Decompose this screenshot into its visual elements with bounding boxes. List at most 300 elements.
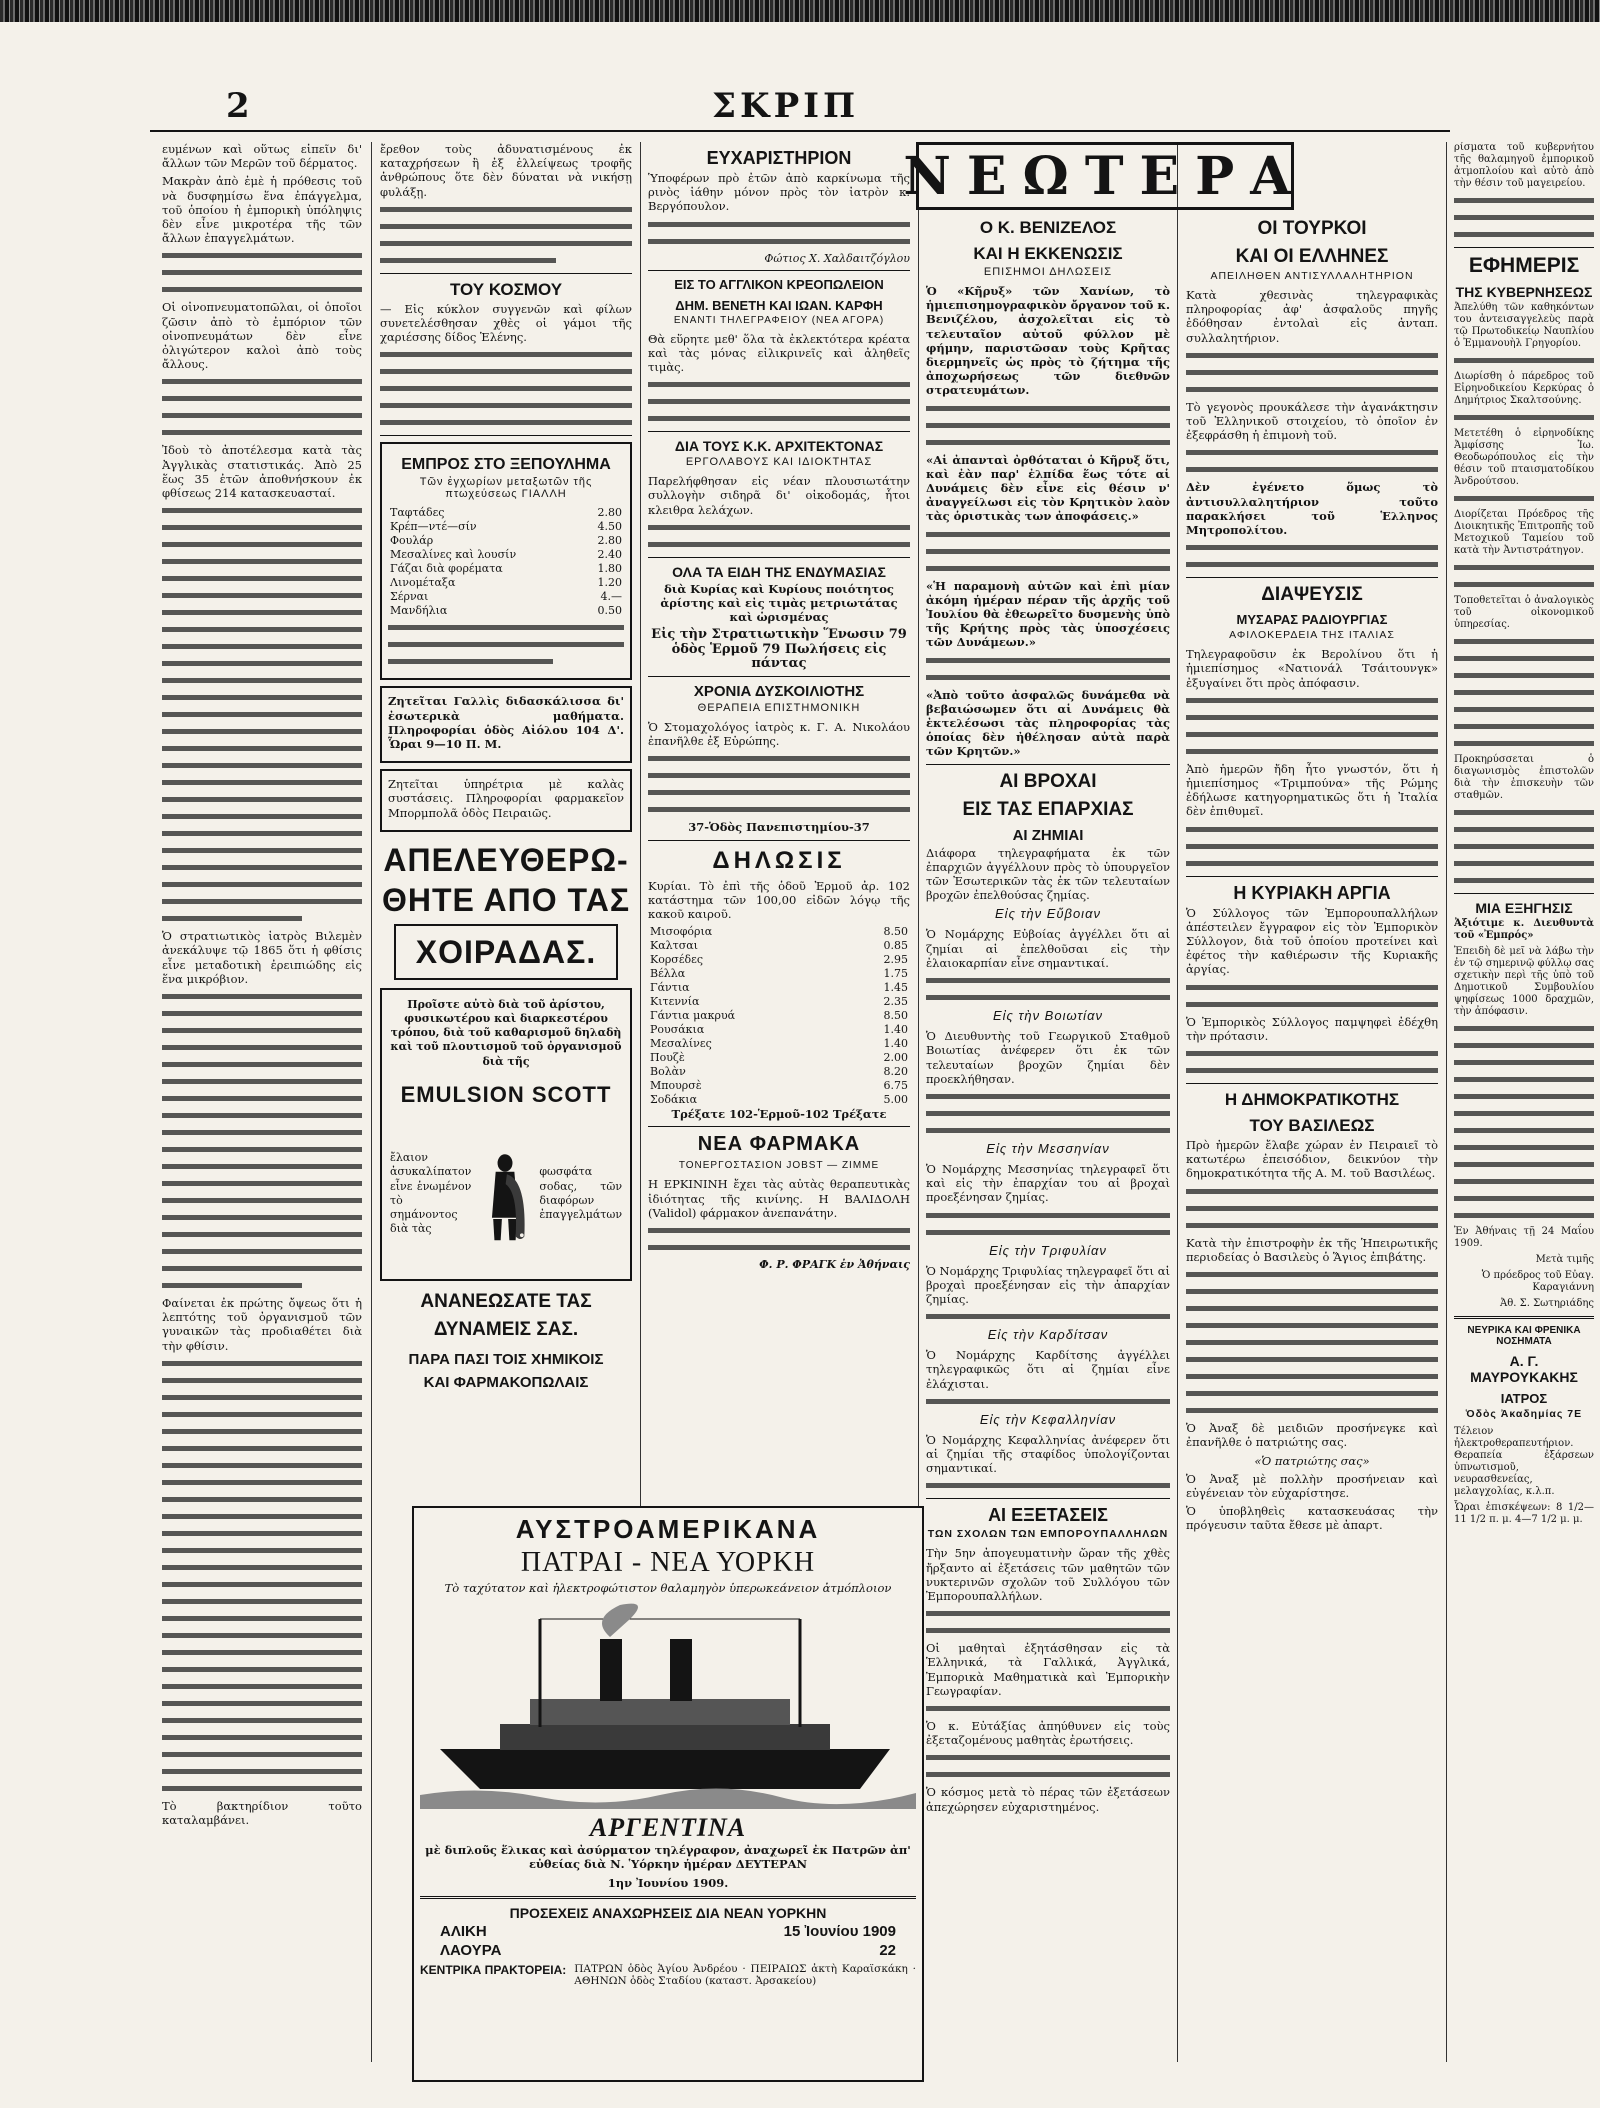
text-lines	[1186, 728, 1438, 742]
text-lines	[648, 395, 910, 409]
article-paragraph: Ὁ Νομάρχης Εὐβοίας ἀγγέλλει ὅτι αἱ ζημίαι αἱ ἐπελθοῦσαι εἰς τὴν ἐλαιοκαρπίαν εἶνε σημαντικαί.	[926, 927, 1170, 970]
text-lines	[1186, 541, 1438, 555]
text-lines	[1186, 558, 1438, 572]
brox-heading: ΑΙ ΒΡΟΧΑΙ	[999, 770, 1097, 792]
text-lines	[1186, 1336, 1438, 1350]
price-row	[648, 1065, 910, 1079]
column-rule	[1177, 142, 1178, 2062]
text-lines	[162, 1160, 362, 1174]
price-item-name: Καλτσαι	[650, 939, 698, 953]
ven-subheading: ΕΠΙΣΗΜΟΙ ΔΗΛΩΣΕΙΣ	[983, 266, 1113, 278]
article-paragraph: Ὁ Ἐμπορικὸς Σύλλογος παμψηφεὶ ἐδέχθη τὴν πρότασιν.	[1186, 1014, 1438, 1043]
text-lines	[1454, 737, 1594, 751]
text-lines	[162, 1007, 362, 1021]
agl-text: Θὰ εὕρητε μεθ' ὅλα τὰ ἐκλεκτότερα κρέατα καὶ τὰς μόνας εἰλικρινεῖς καὶ ἀληθεῖς τιμὰς.	[648, 331, 910, 375]
text-lines	[162, 1143, 362, 1157]
masthead-title: ΣΚΡΙΠ	[712, 86, 860, 126]
ven-heading: Ο Κ. ΒΕΝΙΖΕΛΟΣ	[979, 218, 1117, 237]
agency-label: ΚΕΝΤΡΙΚΑ ΠΡΑΚΤΟΡΕΙΑ:	[420, 1962, 567, 1977]
text-lines	[1454, 686, 1594, 700]
text-lines	[162, 793, 362, 807]
price-row	[648, 1093, 910, 1107]
eyx-text: Ὑποφέρων πρὸ ἐτῶν ἀπὸ καρκίνωμα τῆς ρινὸς ἰάθην μόνον πρὸς τὸν ἰατρὸν κ. Βεργόπουλον.	[648, 171, 910, 214]
xron-subheading: ΘΕΡΑΠΕΙΑ ΕΠΙΣΤΗΜΟΝΙΚΗ	[697, 702, 861, 715]
price-item-name: Ταφτάδες	[390, 506, 445, 520]
austro-description: Τὸ ταχύτατον καὶ ἠλεκτροφώτιστον θαλαμηγὸν ὑπερωκεάνειον ἀτμόπλοιον	[444, 1581, 892, 1595]
text-lines	[1454, 492, 1594, 506]
text-lines	[926, 1395, 1170, 1409]
text-lines	[162, 1731, 362, 1745]
text-lines	[162, 1177, 362, 1191]
ven-heading: ΚΑΙ Η ΕΚΚΕΝΩΣΙΣ	[973, 244, 1123, 263]
text-lines	[1186, 694, 1438, 708]
section-rule	[648, 676, 910, 677]
price-item-name: Κιτεννία	[650, 995, 700, 1009]
ad-rule	[420, 1896, 916, 1899]
text-lines	[1186, 1387, 1438, 1401]
text-lines	[648, 412, 910, 426]
emporos-subheading: Τῶν ἐγχωρίων μεταξωτῶν τῆς πτωχεύσεως ΓΙΑΛΛΗ	[419, 476, 593, 501]
article-paragraph: Ὁ Νομάρχης Καρδίτσης ἀγγέλλει τηλεγραφικῶς ὅτι αἱ ζημίαι εἶνε ἐλάχισται.	[926, 1348, 1170, 1391]
text-lines	[1454, 1124, 1594, 1138]
text-lines	[162, 1357, 362, 1371]
article-paragraph: Ὁ Ἀναξ μὲ πολλὴν προσήνειαν καὶ εὐγένειαν τὸν εὐχαρίστησε.	[1186, 1471, 1438, 1500]
article-paragraph: Προκηρύσσεται ὁ διαγωνισμὸς ἐπιστολῶν διὰ τὴν ἐπισκευὴν τῶν σταθμῶν.	[1454, 754, 1594, 801]
text-lines	[1454, 578, 1594, 592]
price-item-name: Κρέπ—ντέ—σίν	[390, 520, 477, 534]
emulsion-intro: Προῖστε αὐτὸ διὰ τοῦ ἀρίστου, φυσικωτέρου καὶ διαρκεστέρου τρόπου, διὰ τοῦ καθαρισμοῦ δηλαδὴ καὶ τοῦ πλουτισμοῦ τοῦ ὀργανισμοῦ διὰ τῆς	[390, 997, 622, 1068]
dil-heading: ΔΗΛΩΣΙΣ	[712, 846, 846, 874]
article-paragraph: Τοποθετεῖται ὁ ἀναλογικὸς τοῦ οἰκονομικοῦ ὑπηρεσίας.	[1454, 595, 1594, 630]
price-item-name: Σέρναι	[390, 590, 429, 604]
text-lines	[162, 1697, 362, 1711]
text-lines	[648, 378, 910, 392]
text-lines	[162, 1374, 362, 1388]
text-lines	[1186, 1285, 1438, 1299]
text-lines	[380, 416, 632, 430]
arx-heading: ΔΙΑ ΤΟΥΣ Κ.Κ. ΑΡΧΙΤΕΚΤΟΝΑΣ	[674, 438, 884, 455]
price-item-name: Γάζαι διὰ φορέματα	[390, 562, 503, 576]
text-lines	[388, 638, 624, 652]
diap-heading: ΔΙΑΨΕΥΣΙΣ	[1261, 584, 1363, 606]
departure-date: 22	[879, 1941, 896, 1959]
price-item-value: 6.75	[883, 1079, 908, 1093]
section-rule	[648, 840, 910, 841]
text-lines	[388, 655, 553, 669]
text-lines	[1186, 857, 1438, 871]
efim-heading: ΕΦΗΜΕΡΙΣ	[1468, 254, 1580, 277]
article-paragraph: Κατὰ τὴν ἐπιστροφὴν ἐκ τῆς Ἡπειρωτικῆς περιοδείας ὁ Βασιλεὺς ὁ Ἅγιος ἐπιβάτης.	[1186, 1235, 1438, 1264]
article-paragraph: Ὁ κόσμος μετὰ τὸ πέρας τῶν ἐξετάσεων ἀπεχώρησεν εὐχαριστημένος.	[926, 1785, 1170, 1814]
text-lines	[162, 572, 362, 586]
text-lines	[1454, 720, 1594, 734]
article-paragraph: Διορίζεται Πρόεδρος τῆς Διοικητικῆς Ἐπιτροπῆς τοῦ Μετοχικοῦ Ταμείου τοῦ κατὰ τὴν Ἀντιστράτηγον.	[1454, 509, 1594, 556]
text-lines	[162, 1595, 362, 1609]
price-item-value: 2.35	[883, 995, 908, 1009]
ejig-signature: Μετὰ τιμῆς	[1535, 1254, 1594, 1265]
section-rule	[926, 1498, 1170, 1499]
price-item-value: 2.40	[597, 548, 622, 562]
text-lines	[162, 1041, 362, 1055]
text-lines	[926, 545, 1170, 559]
price-item-value: 4.50	[597, 520, 622, 534]
section-rule	[1186, 1083, 1438, 1084]
text-lines	[162, 1663, 362, 1677]
zitite-text: Ζητεῖται Γαλλὶς διδασκάλισσα δι' ἐσωτερικὰ μαθήματα. Πληροφορίαι ὁδὸς Αἰόλου 104 Δ'. Ὧραι 9—10 Π. Μ.	[388, 694, 624, 752]
article-paragraph: Διάφορα τηλεγραφήματα ἐκ τῶν ἐπαρχιῶν ἀγγέλλουν πρὸς τὸ ὑπουργεῖον τῶν Ἐσωτερικῶν τὰς ἐκ τῶν τελευταίων βροχῶν ἐπελθούσας ζημίας.	[926, 845, 1170, 903]
text-lines	[926, 419, 1170, 433]
text-lines	[162, 555, 362, 569]
region-heading: Εἰς τὴν Μεσσηνίαν	[986, 1140, 1110, 1156]
text-lines	[926, 562, 1170, 576]
article-paragraph: Διωρίσθη ὁ πάρεδρος τοῦ Εἰρηνοδικείου Κερκύρας ὁ Δημήτριος Σκαλτσούνης.	[1454, 371, 1594, 406]
departure-ship: ΛΑΟΥΡΑ	[440, 1941, 502, 1959]
text-lines	[926, 436, 1170, 450]
text-lines	[162, 640, 362, 654]
top-scan-border	[0, 0, 1600, 22]
price-item-name: Γάντια μακρυά	[650, 1009, 736, 1023]
price-row	[388, 506, 624, 520]
text-lines	[1186, 1047, 1438, 1061]
price-row	[388, 520, 624, 534]
price-item-name: Κορσέδες	[650, 953, 703, 967]
price-row	[648, 953, 910, 967]
article-paragraph: Ὁ Νομάρχης Κεφαλληνίας ἀνέφερεν ὅτι αἱ ζημίαι τῆς σταφίδος ὑπολογίζονται σημαντικαί.	[926, 1432, 1170, 1476]
text-lines	[162, 1561, 362, 1575]
text-lines	[162, 266, 362, 280]
emporos-price-list	[388, 506, 624, 618]
text-lines	[1186, 1185, 1438, 1199]
text-lines	[1186, 1268, 1438, 1282]
text-lines	[162, 1714, 362, 1728]
text-lines	[1186, 1353, 1438, 1367]
text-lines	[926, 1479, 1170, 1493]
ship-date: 1ην Ἰουνίου 1909.	[607, 1875, 729, 1890]
text-lines	[162, 1748, 362, 1762]
price-item-value: 2.80	[597, 534, 622, 548]
text-lines	[162, 1058, 362, 1072]
price-item-value: 8.50	[883, 1009, 908, 1023]
text-lines	[162, 606, 362, 620]
article-paragraph: ευμένων καὶ οὕτως εἰπεῖν δι' ἄλλων τῶν Μερῶν τοῦ δέρματος.	[162, 142, 362, 171]
price-row	[388, 590, 624, 604]
text-lines	[162, 1245, 362, 1259]
text-lines	[162, 1391, 362, 1405]
text-lines	[162, 1493, 362, 1507]
text-lines	[162, 1476, 362, 1490]
emulsion-ad	[380, 988, 632, 1281]
header-rule	[150, 130, 1450, 132]
emulsion-side-text: ἔλαιον ἀσυκαλίπατον εἶνε ἑνωμένον τὸ σημάνοντος διὰ τὰς	[390, 1151, 472, 1236]
text-lines	[648, 786, 910, 800]
endym-heading: ΟΛΑ ΤΑ ΕΙΔΗ ΤΗΣ ΕΝΔΥΜΑΣΙΑΣ	[672, 563, 886, 580]
text-lines	[162, 1459, 362, 1473]
text-lines	[1454, 1107, 1594, 1121]
price-item-name: Μεσαλίνες καὶ λουσίν	[390, 548, 517, 562]
column-6	[1454, 142, 1594, 2062]
text-lines	[380, 365, 632, 379]
article-paragraph: Ὁ Διευθυντὴς τοῦ Γεωργικοῦ Σταθμοῦ Βοιωτίας ἀνέφερεν ὅτι ἐκ τῶν τελευταίων βροχῶν ζημίαι δὲν προεκλήθησαν.	[926, 1029, 1170, 1086]
brox-subheading: ΑΙ ΖΗΜΙΑΙ	[1012, 826, 1084, 844]
doctor-text: Τέλειον ἠλεκτροθεραπευτήριον. Θεραπεία ἐξάρσεων ὑπνωτισμοῦ, νευρασθενείας, μελαγχολίας, κ.λ.π.	[1454, 1426, 1594, 1497]
text-lines	[162, 895, 362, 909]
price-item-value: 2.00	[883, 1051, 908, 1065]
text-lines	[648, 752, 910, 766]
text-lines	[162, 1765, 362, 1779]
text-lines	[926, 1768, 1170, 1782]
article-paragraph: Μετετέθη ὁ εἰρηνοδίκης Ἀμφίσσης Ἰω. Θεοδωρόπουλος εἰς τὴν θέσιν τοῦ πταισματοδίκου Ἀνδρούτσου.	[1454, 428, 1594, 487]
article-paragraph: Πρὸ ἡμερῶν ἔλαβε χώραν ἐν Πειραιεῖ τὸ κατωτέρω ἐπεισόδιον, δεικνύον τὴν δημοκρατικότητα τῆς Α. Μ. τοῦ Βασιλέως.	[1186, 1138, 1438, 1181]
price-item-name: Μανδήλια	[390, 604, 448, 618]
departure-row	[440, 1923, 896, 1940]
text-lines	[1454, 874, 1594, 888]
price-item-name: Φουλάρ	[390, 534, 434, 548]
endym-address: Εἰς τὴν Στρατιωτικὴν Ἕνωσιν 79 ὁδὸς Ἑρμοῦ 79 Πωλήσεις εἰς πάντας	[651, 627, 907, 671]
price-item-value: 1.20	[597, 576, 622, 590]
text-lines	[162, 1782, 362, 1796]
section-rule	[1186, 876, 1438, 877]
text-lines	[926, 1751, 1170, 1765]
text-lines	[388, 621, 624, 635]
section-rule	[648, 270, 910, 271]
text-lines	[1186, 840, 1438, 854]
text-lines	[648, 218, 910, 232]
text-lines	[1454, 228, 1594, 242]
emulsion-brand: EMULSION SCOTT	[400, 1081, 612, 1107]
agl-heading: ΕΙΣ ΤΟ ΑΓΓΛΙΚΟΝ ΚΡΕΟΠΩΛΕΙΟΝ	[674, 276, 884, 292]
agl-heading: ΔΗΜ. ΒΕΝΕΤΗ ΚΑΙ ΙΩΑΝ. ΚΑΡΦΗ	[675, 297, 883, 313]
text-lines	[162, 827, 362, 841]
price-item-value: 1.75	[883, 967, 908, 981]
text-lines	[926, 1124, 1170, 1138]
text-lines	[162, 674, 362, 688]
price-row	[648, 1079, 910, 1093]
brox-heading: ΕΙΣ ΤΑΣ ΕΠΑΡΧΙΑΣ	[962, 798, 1134, 820]
text-lines	[1186, 998, 1438, 1012]
section-rule	[1454, 893, 1594, 894]
text-lines	[1186, 745, 1438, 759]
zitite-ad	[380, 686, 632, 763]
eyx-heading: ΕΥΧΑΡΙΣΤΗΡΙΟΝ	[706, 148, 852, 168]
text-lines	[380, 399, 632, 413]
ananeosate-line: ΑΝΑΝΕΩΣΑΤΕ ΤΑΣ	[420, 1290, 592, 1312]
quoted-line: «Ὁ πατριώτης σας»	[1254, 1453, 1370, 1468]
agl-subheading: ΕΝΑΝΤΙ ΤΗΛΕΓΡΑΦΕΙΟΥ (ΝΕΑ ΑΓΟΡΑ)	[673, 314, 885, 326]
text-lines	[162, 409, 362, 423]
ananeosate-line: ΔΥΝΑΜΕΙΣ ΣΑΣ.	[433, 1318, 579, 1340]
text-lines	[1186, 1302, 1438, 1316]
text-lines	[926, 1209, 1170, 1223]
text-lines	[926, 1624, 1170, 1638]
article-paragraph: Ὁ Σύλλογος τῶν Ἐμπορουπαλλήλων ἀπέστειλεν ἔγγραφον εἰς τὸν Ἐμπορικὸν Σύλλογον, διὰ τοῦ ὁποίου προτείνει καὶ ἐφέτος τὴν καθιέρωσιν τῆς Κυριακῆς ἀργίας.	[1186, 905, 1438, 977]
text-lines	[162, 504, 362, 518]
text-lines	[162, 1442, 362, 1456]
text-lines	[162, 1629, 362, 1643]
section-rule	[1454, 247, 1594, 248]
text-lines	[926, 654, 1170, 668]
price-item-name: Ρουσάκια	[650, 1023, 705, 1037]
price-row	[648, 1037, 910, 1051]
price-item-value: 2.95	[883, 953, 908, 967]
text-lines	[1454, 703, 1594, 717]
next-departures-heading: ΠΡΟΣΕΧΕΙΣ ΑΝΑΧΩΡΗΣΕΙΣ ΔΙΑ ΝΕΑΝ ΥΟΡΚΗΝ	[509, 1904, 827, 1921]
price-row	[648, 1051, 910, 1065]
text-lines	[1186, 1319, 1438, 1333]
section-rule	[648, 1126, 910, 1127]
price-row	[648, 995, 910, 1009]
article-paragraph: ρίσματα τοῦ κυβερνήτου τῆς θαλαμηγοῦ ἐμπορικοῦ ἀτμοπλοίου καὶ αὐτὸ ἀπὸ τὴν θέσιν τοῦ μαγειρείου.	[1454, 142, 1594, 189]
text-lines	[162, 1612, 362, 1626]
price-row	[388, 604, 624, 618]
text-lines	[1454, 1175, 1594, 1189]
section-rule	[926, 764, 1170, 765]
price-item-name: Μπουρσὲ	[650, 1079, 702, 1093]
text-lines	[162, 1510, 362, 1524]
text-lines	[648, 521, 910, 535]
text-lines	[1454, 1090, 1594, 1104]
kosmos-text: — Εἰς κύκλον συγγενῶν καὶ φίλων συνετελέσθησαν χθὲς οἱ γάμοι τῆς χαριέσσης δίδος Ἑλένης.	[380, 301, 632, 345]
text-lines	[926, 991, 1170, 1005]
price-item-value: 1.45	[883, 981, 908, 995]
price-row	[388, 534, 624, 548]
ejig-salutation: Ἀξιότιμε κ. Διευθυντὰ τοῦ «Ἐμπρός»	[1454, 918, 1594, 941]
article-paragraph: Μακρὰν ἀπὸ ἐμὲ ἡ πρόθεσις τοῦ νὰ δυσφημίσω ἕνα ἐπάγγελμα, τοῦ ὁποίου ἡ ἐμπορικὴ ὑπόληψις δὲν εἶνε μικροτέρα τῆς τῶν ἄλλων ἐπαγγελμάτων.	[162, 174, 362, 246]
doctor-address: Ὁδὸς Ἀκαδημίας 7Ε	[1465, 1408, 1583, 1420]
xron-text: Ὁ Στομαχολόγος ἰατρὸς κ. Γ. Α. Νικολάου ἐπανῆλθε ἐξ Εὐρώπης.	[648, 720, 910, 749]
section-rule	[380, 273, 632, 274]
region-heading: Εἰς τὴν Εὔβοιαν	[995, 906, 1101, 922]
text-lines	[162, 1075, 362, 1089]
zitite2-ad	[380, 769, 632, 832]
exet-heading: ΑΙ ΕΞΕΤΑΣΕΙΣ	[988, 1505, 1108, 1526]
article-paragraph: Τηλεγραφοῦσιν ἐκ Βερολίνου ὅτι ἡ ἡμιεπίσημος «Νατιονάλ Τσάιτουνγκ» ἐξυγαίνει ὅτι πρὸς ἀπόφασιν.	[1186, 647, 1438, 690]
text-lines	[162, 990, 362, 1004]
price-item-value: 8.50	[883, 925, 908, 939]
price-item-value: 0.50	[597, 604, 622, 618]
text-lines	[162, 1194, 362, 1208]
text-lines	[1186, 1064, 1438, 1078]
text-lines	[1454, 211, 1594, 225]
article-paragraph: «Αἱ ἀπανταὶ ὀρθόταται ὁ Κῆρυξ ὅτι, καὶ ἐὰν παρ' ἐλπίδα ἕως τότε αἱ Δυνάμεις δὲν εἶνε εἰς θέσιν ν' ἀναγγείλωσι εἰς τὸν Κρητικὸν λαὸν τὰς ὁριστικὰς των ἀποφάσεις.»	[926, 452, 1170, 524]
text-lines	[1186, 1404, 1438, 1418]
text-lines	[162, 844, 362, 858]
page-header	[0, 86, 1600, 132]
text-lines	[1186, 463, 1438, 477]
text-lines	[926, 1107, 1170, 1121]
text-lines	[926, 1702, 1170, 1716]
text-lines	[1454, 857, 1594, 871]
text-lines	[162, 426, 362, 440]
text-lines	[648, 803, 910, 817]
text-lines	[162, 759, 362, 773]
section-rule	[648, 557, 910, 558]
price-item-name: Μισοφόρια	[650, 925, 713, 939]
article-paragraph: Τὸ βακτηρίδιον τοῦτο καταλαμβάνει.	[162, 1798, 362, 1828]
pharmacy-line: ΠΑΡΑ ΠΑΣΙ ΤΟΙΣ ΧΗΜΙΚΟΙΣ	[408, 1350, 604, 1368]
text-lines	[162, 776, 362, 790]
text-lines	[162, 725, 362, 739]
departure-row	[440, 1942, 896, 1959]
ship-name: ΑΡΓΕΝΤΙΝΑ	[589, 1813, 747, 1843]
column-1	[162, 142, 362, 2062]
arx-subheading: ΕΡΓΟΛΑΒΟΥΣ ΚΑΙ ΙΔΙΟΚΤΗΤΑΣ	[685, 456, 873, 469]
apeleu-line-boxed: ΧΟΙΡΑΔΑΣ.	[394, 924, 618, 980]
text-lines	[1454, 669, 1594, 683]
text-lines	[162, 1211, 362, 1225]
article-paragraph: Ὁ κ. Εὐτάξίας ἀπηύθυνεν εἰς τοὺς ἐξεταζομένους μαθητὰς ἐρωτήσεις.	[926, 1718, 1170, 1748]
article-paragraph: Ἀπελύθη τῶν καθηκόντων του ἀντεισαγγελεὺς παρὰ τῷ Πρωτοδικείῳ Ναυπλίου ὁ Ἐμμανουὴλ Γρηγορίου.	[1454, 302, 1594, 349]
dil-address: Τρέξατε 102-Ἑρμοῦ-102 Τρέξατε	[671, 1107, 887, 1122]
text-lines	[162, 1262, 362, 1276]
price-item-value: 4.—	[600, 590, 622, 604]
text-lines	[1454, 823, 1594, 837]
neotera-banner: ΝΕΩΤΕΡΑ	[916, 142, 1294, 210]
diap-subheading: ΜΥΣΑΡΑΣ ΡΑΔΙΟΥΡΓΙΑΣ	[1236, 612, 1388, 628]
ananeosate-ad	[380, 1291, 632, 1391]
doctor-hours: Ὧραι ἐπισκέψεων: 8 1/2—11 1/2 π. μ. 4—7 1/2 μ. μ.	[1454, 1502, 1594, 1525]
apeleu-line: ΘΗΤΕ ΑΠΟ ΤΑΣ	[381, 881, 631, 918]
article-paragraph: Ἰδοὺ τὸ ἀποτέλεσμα κατὰ τὰς Ἀγγλικὰς στατιστικάς. Ἀπὸ 25 ἕως 35 ἐτῶν ἀποθνήσκουν ἐκ φθίσεως 214 κατασκευασταί.	[162, 443, 362, 501]
efim-heading: ΤΗΣ ΚΥΒΕΡΝΗΣΕΩΣ	[1455, 284, 1593, 300]
text-lines	[1454, 1158, 1594, 1172]
austro-title: ΑΥΣΤΡΟΑΜΕΡΙΚΑΝΑ	[515, 1514, 821, 1544]
text-lines	[1454, 806, 1594, 820]
eyx-signature: Φώτιος Χ. Χαλδαιτζόγλου	[764, 251, 910, 265]
text-lines	[162, 742, 362, 756]
text-lines	[1186, 1219, 1438, 1233]
kyr-heading: Η ΚΥΡΙΑΚΗ ΑΡΓΙΑ	[1233, 882, 1391, 903]
text-lines	[926, 1607, 1170, 1621]
price-item-name: Πουζὲ	[650, 1051, 685, 1065]
price-row	[388, 562, 624, 576]
dim-heading: ΤΟΥ ΒΑΣΙΛΕΩΣ	[1249, 1116, 1375, 1136]
text-lines	[380, 254, 556, 268]
article-paragraph: «Ἀπὸ τοῦτο ἀσφαλῶς δυνάμεθα νὰ βεβαιώσωμεν ὅτι αἱ Δυνάμεις θὰ ἐκτελέσωσι τὰς πληροφορίας τὰς ὁποίας δὲν ἠθέλησαν αὐτὰ παρὰ τῶν Κρητῶν.»	[926, 687, 1170, 759]
text-lines	[162, 1024, 362, 1038]
region-heading: Εἰς τὴν Βοιωτίαν	[993, 1008, 1103, 1024]
text-lines	[926, 1310, 1170, 1324]
article-paragraph: Ὁ Νομάρχης Τριφυλίας τηλεγραφεῖ ὅτι αἱ βροχαὶ προεξένησαν εἰς τὴν ἀπαρχίαν ζημίας.	[926, 1263, 1170, 1306]
text-lines	[926, 1090, 1170, 1104]
price-item-value: 8.20	[883, 1065, 908, 1079]
tour-heading: ΟΙ ΤΟΥΡΚΟΙ	[1257, 218, 1367, 239]
text-lines	[380, 382, 632, 396]
apeleu-ad	[380, 840, 632, 980]
section-rule	[1454, 1316, 1594, 1319]
text-lines	[926, 528, 1170, 542]
kosmos-heading: ΤΟΥ ΚΟΣΜΟΥ	[449, 279, 563, 299]
text-lines	[1454, 1022, 1594, 1036]
price-row	[648, 967, 910, 981]
article-paragraph: Οἱ μαθηταὶ ἐξητάσθησαν εἰς τὰ Ἑλληνικά, τὰ Γαλλικά, Ἀγγλικά, Ἐμπορικὰ Μαθηματικὰ καὶ Ἐμπορικὴν Γεωγραφίαν.	[926, 1641, 1170, 1698]
text-lines	[162, 1527, 362, 1541]
text-lines	[1186, 366, 1438, 380]
dil-price-list	[648, 925, 910, 1107]
price-item-name: Μεσαλίνες	[650, 1037, 712, 1051]
section-rule	[1186, 577, 1438, 578]
text-lines	[162, 1646, 362, 1660]
column-3	[648, 142, 910, 1502]
price-item-value: 2.80	[597, 506, 622, 520]
text-lines	[162, 691, 362, 705]
article-paragraph: Ἀπὸ ἡμερῶν ἤδη ἦτο γνωστόν, ὅτι ἡ ἡμιεπίσημος «Τριμπούνα» τῆς Ρώμης ἐδήλωσε κατηγορηματικῶς ὅτι ἡ Ἰταλία δὲν ἐπιθυμεῖ.	[1186, 761, 1438, 819]
article-paragraph: Φαίνεται ἐκ πρώτης ὄψεως ὅτι ἡ λεπτότης τοῦ ὀργανισμοῦ τῶν γυναικῶν τὰς προδιαθέτει διὰ τὴν φθίσιν.	[162, 1296, 362, 1353]
zitite2-text: Ζητεῖται ὑπηρέτρια μὲ καλὰς συστάσεις. Πληροφορίαι φαρμακεῖον Μπορμπολᾶ ὁδὸς Πειραιῶς.	[388, 777, 624, 820]
region-heading: Εἰς τὴν Κεφαλληνίαν	[979, 1411, 1117, 1427]
price-item-name: Γάντια	[650, 981, 690, 995]
price-row	[648, 981, 910, 995]
price-item-value: 1.40	[883, 1037, 908, 1051]
